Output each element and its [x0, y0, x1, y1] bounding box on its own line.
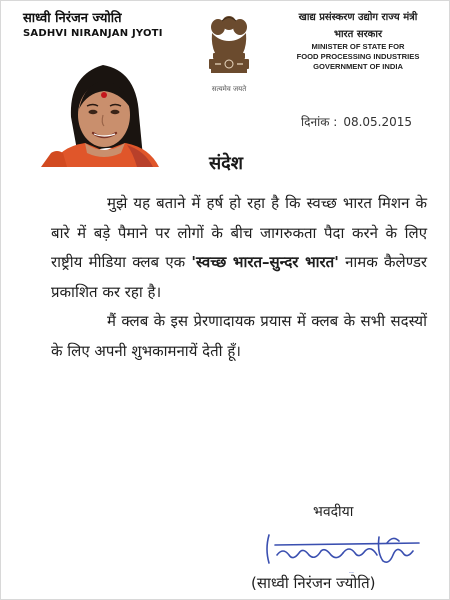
message-heading: संदेश — [209, 153, 243, 174]
paragraph-1-end: नामक कैलेण्डर प्रकाशित कर रहा है। — [51, 253, 427, 301]
signature-graphic — [259, 529, 429, 575]
closing-salutation: भवदीया — [313, 504, 354, 520]
calendar-title: 'स्वच्छ भारत–सुन्दर भारत' — [191, 253, 339, 271]
government-hindi: भारत सरकार — [333, 29, 383, 40]
ministry-title-english-1: MINISTER OF STATE FOR — [311, 42, 405, 51]
letter-date — [301, 113, 412, 130]
date-value: 08.05.2015 — [343, 115, 413, 129]
ministry-title-hindi: खाद्य प्रसंस्करण उद्योग राज्य मंत्री — [298, 12, 418, 23]
ministry-block — [273, 9, 443, 72]
emblem-graphic — [203, 11, 255, 87]
signatory-name: (साध्वी निरंजन ज्योति) — [251, 574, 376, 592]
date-label: दिनांक : — [301, 115, 338, 129]
state-emblem-icon — [203, 11, 255, 87]
message-paragraph-1 — [51, 189, 427, 307]
government-english: GOVERNMENT OF INDIA — [313, 62, 403, 71]
paragraph-1-text: मुझे यह बताने में हर्ष हो रहा है कि स्वच्छ भारत मिशन के बारे में बड़े पैमाने पर लोगों के बीच जागरुकता पैदा करने के लिए राष्ट्रीय मीडिया क्लब एक — [51, 194, 427, 271]
message-paragraph-2: मैं क्लब के इस प्रेरणादायक प्रयास में क्लब के सभी सदस्यों के लिए अपनी शुभकामनायें देती हूँ। — [51, 312, 427, 360]
message-body — [51, 189, 427, 366]
handwritten-signature — [259, 529, 429, 575]
sender-name-hindi: साध्वी निरंजन ज्योति — [23, 11, 122, 26]
emblem-motto: सत्यमेव जयते — [211, 85, 247, 93]
sender-name-english: SADHVI NIRANJAN JYOTI — [23, 28, 163, 39]
signature-text: निरंजनज्योति — [349, 573, 354, 574]
ministry-title-english-2: FOOD PROCESSING INDUSTRIES — [296, 52, 420, 61]
